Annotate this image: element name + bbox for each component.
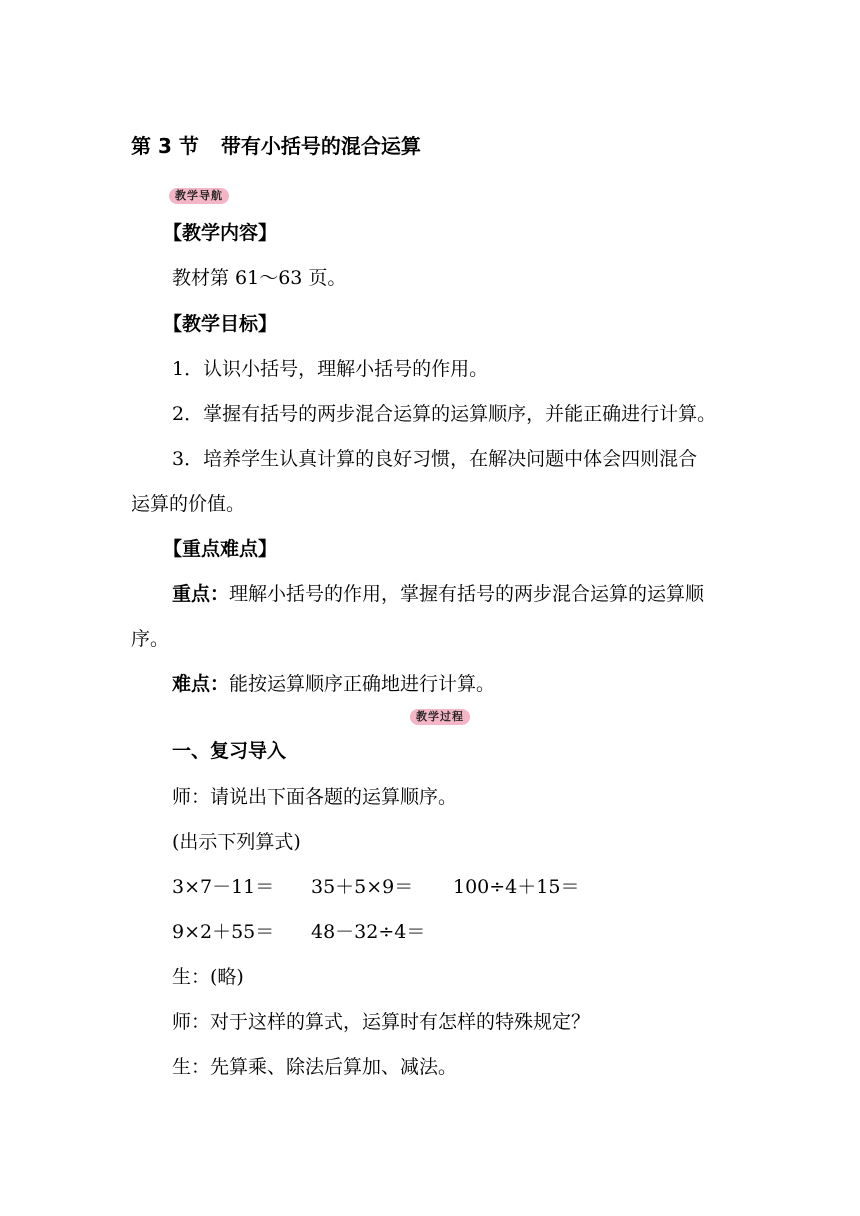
teaching-process-badge: 教学过程: [410, 709, 470, 725]
difficult-point-text: 能按运算顺序正确地进行计算。: [229, 673, 496, 695]
teacher-line-1: 师：请说出下面各题的运算顺序。: [172, 786, 458, 808]
expressions-row-1: [172, 875, 579, 899]
review-heading: 一、复习导入: [172, 740, 287, 762]
expression: 48－32÷4＝: [311, 921, 426, 943]
expression: 35＋5×9＝: [311, 876, 414, 898]
objective-item-3: 3．培养学生认真计算的良好习惯，在解决问题中体会四则混合: [172, 448, 698, 470]
student-line-2: 生：先算乘、除法后算加、减法。: [172, 1056, 458, 1078]
expression: 9×2＋55＝: [172, 921, 275, 943]
key-point-continued: 序。: [131, 628, 170, 650]
expression: 100÷4＋15＝: [453, 876, 580, 898]
expression: 3×7－11＝: [172, 876, 275, 898]
content-heading: 【教学内容】: [163, 222, 278, 244]
section-number: 第 3 节: [131, 134, 199, 158]
objective-item-2: 2．掌握有括号的两步混合运算的运算顺序，并能正确进行计算。: [172, 403, 717, 425]
content-text: 教材第 61～63 页。: [172, 267, 347, 289]
objective-item-1: 1．认识小括号，理解小括号的作用。: [172, 358, 489, 380]
difficult-point-label: 难点：: [172, 673, 230, 695]
objective-item-3-continued: 运算的价值。: [131, 493, 246, 515]
difficult-point: [172, 672, 495, 696]
teacher-line-2: 师：对于这样的算式，运算时有怎样的特殊规定？: [172, 1011, 591, 1033]
section-name: 带有小括号的混合运算: [220, 134, 421, 158]
teaching-navigation-badge: 教学导航: [169, 188, 229, 204]
section-title: [131, 134, 421, 158]
key-point-text: 理解小括号的作用，掌握有括号的两步混合运算的运算顺: [229, 583, 705, 605]
key-point: [172, 582, 704, 606]
expressions-row-2: [172, 920, 425, 944]
show-expressions-note: (出示下列算式): [172, 831, 301, 853]
key-point-label: 重点：: [172, 583, 230, 605]
keypoints-heading: 【重点难点】: [163, 538, 278, 560]
student-line-1: 生：(略): [172, 966, 244, 988]
objectives-heading: 【教学目标】: [163, 313, 278, 335]
